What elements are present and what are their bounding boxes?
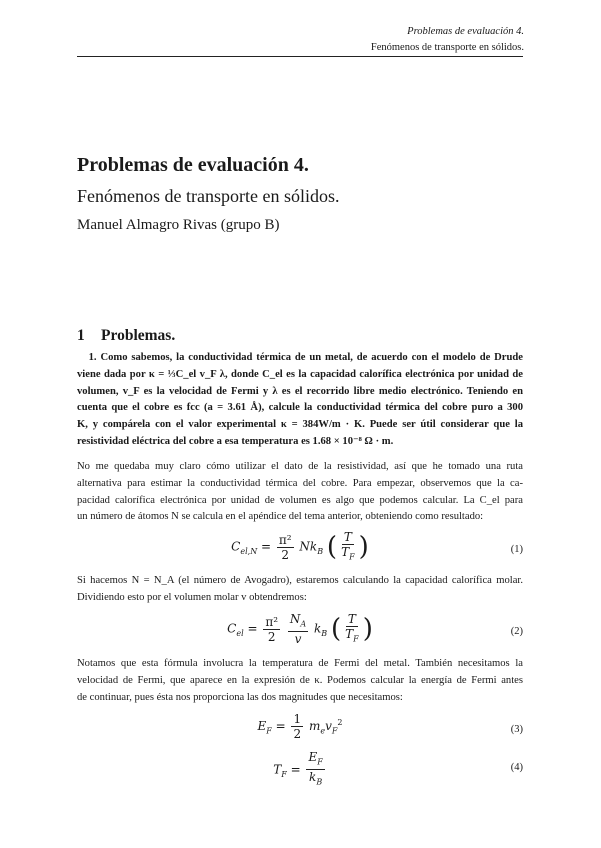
equation-number: (1)	[510, 544, 523, 555]
equation-1: $C_{el,N}$ = $\frac{\text{π²}}{2}$ $Nk_B$ ( $\frac{T}{T_F}$ ) (1)	[231, 530, 523, 563]
paragraph-3	[77, 656, 523, 706]
problem-line: resistividad eléctrica del cobre a esa temperatura es 1.68 × 10⁻⁸ Ω · m.	[77, 435, 394, 447]
author: Manuel Almagro Rivas (grupo B)	[77, 217, 280, 233]
paragraph-line: velocidad de Fermi, que aparece en la expresión de κ. Podemos calcular la energía de Fermi antes	[77, 674, 523, 686]
paragraph-line: alternativa para estimar la conductividad térmica del cobre. Para empezar, observemos que la ca-	[77, 477, 523, 489]
equation-2: $C_{el}$ = $\frac{\text{π²}}{2}$ $\frac{N_A}{v}$ $k_B$ ( $\frac{T}{T_F}$ ) (2)	[227, 612, 523, 647]
document-subtitle: Fenómenos de transporte en sólidos.	[77, 186, 340, 206]
paragraph-line: Notamos que esta fórmula involucra la temperatura de Fermi del metal. También necesitamos la	[77, 658, 523, 669]
paragraph-line: un número de átomos N se calcula en el apéndice del tema anterior, obteniendo como resultado:	[77, 511, 484, 523]
section-heading	[77, 327, 175, 345]
section-number: 1	[77, 327, 85, 344]
section-title: Problemas.	[101, 327, 176, 344]
paragraph-line: de continuar, pues ésta nos proporciona las dos magnitudes que necesitamos:	[77, 691, 403, 703]
problem-line: 1. Como sabemos, la conductividad térmica de un metal, de acuerdo con el modelo de Drude	[88, 352, 523, 363]
running-header-title: Problemas de evaluación 4.	[407, 26, 524, 37]
paragraph-1	[77, 459, 523, 526]
problem-line: volumen, v_F es la velocidad de Fermi y λ es el recorrido libre medio electrónico. Teniendo en	[77, 385, 523, 397]
paragraph-line: Dividiendo esto por el volumen molar v obtendremos:	[77, 591, 307, 603]
running-header-subtitle: Fenómenos de transporte en sólidos.	[370, 42, 524, 53]
problem-line: K, y compárela con el valor experimental κ = 384W/m · K. Puede ser útil considerar que la	[77, 419, 523, 431]
equation-3: $E_F$ = $\frac{1}{2}$ $m_ev_F^2$ (3)	[257, 712, 523, 741]
problem-line: viene dada por κ = ⅓C_el v_F λ, donde C_el es la capacidad calorífica electrónica por unidad de	[77, 368, 523, 380]
document-title: Problemas de evaluación 4.	[77, 154, 309, 176]
paragraph-line: No me quedaba muy claro cómo utilizar el dato de la resistividad, así que he tomado una ruta	[77, 461, 523, 472]
problem-line: cuenta que el cobre es fcc (a = 3.61 Å), calcule la conductividad térmica del cobre puro a 300	[77, 402, 523, 414]
equation-number: (2)	[510, 626, 523, 637]
paragraph-2	[77, 573, 523, 607]
equation-number: (4)	[510, 762, 523, 773]
header-rule	[77, 56, 523, 57]
equation-number: (3)	[510, 724, 523, 735]
paragraph-line: Si hacemos N = N_A (el número de Avogadro), estaremos calculando la capacidad calorífica molar.	[77, 575, 523, 586]
problem-statement	[77, 350, 523, 451]
paragraph-line: pacidad calorífica electrónica por unidad de volumen es algo que podemos calcular. La C_el para	[77, 494, 523, 506]
equation-4: $T_F$ = $\frac{E_F}{k_B}$ (4)	[273, 750, 523, 787]
